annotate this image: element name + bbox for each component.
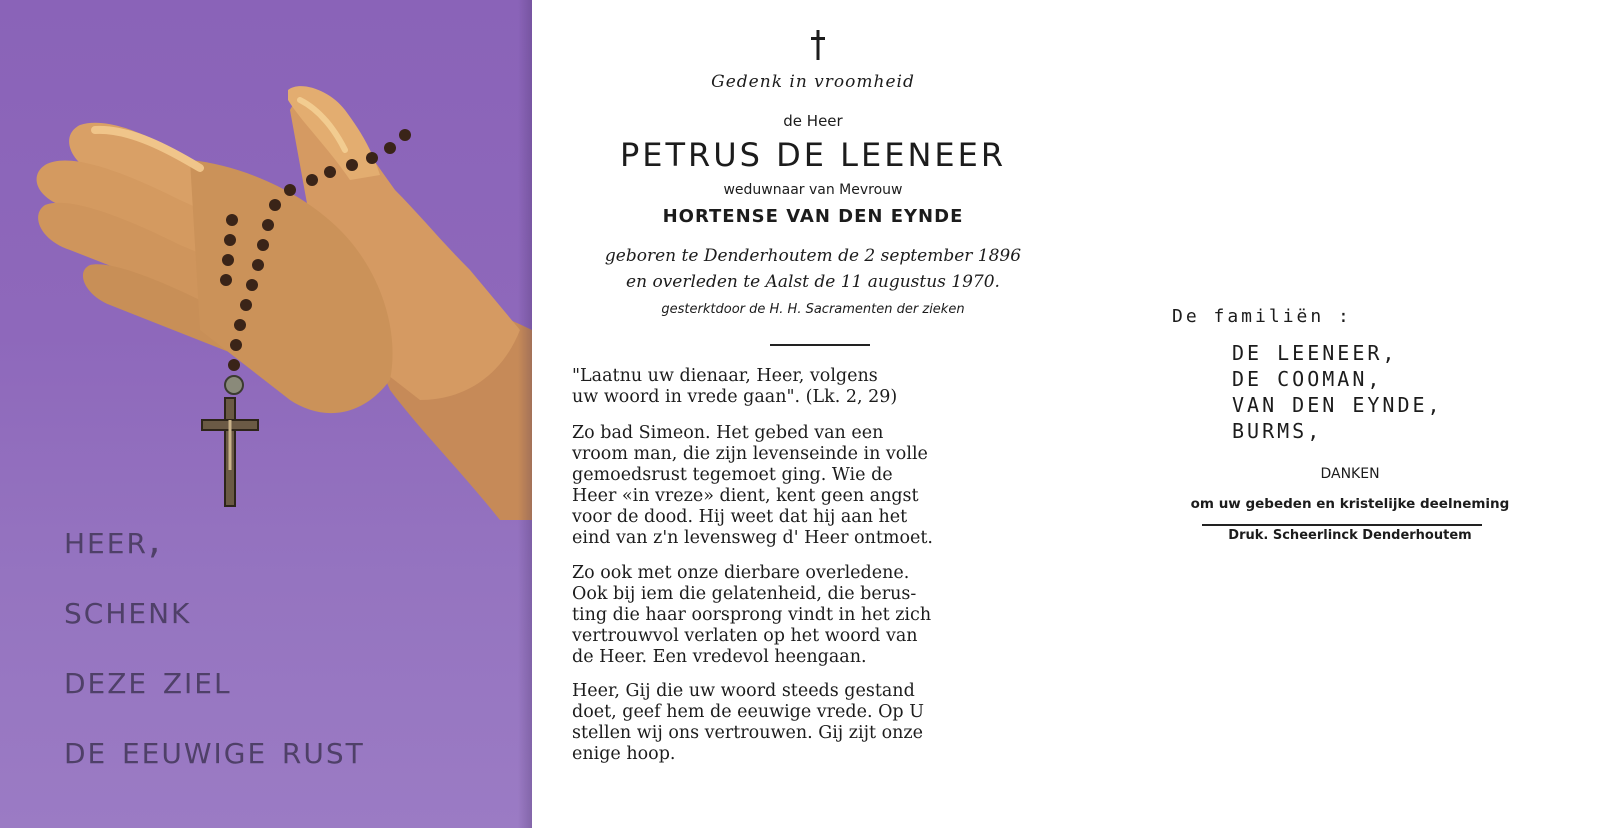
printer-credit: Druk. Scheerlinck Denderhoutem (1228, 528, 1472, 543)
para2-line-4: vertrouwvol verlaten op het woord van (572, 626, 918, 646)
quote-line-1: "Laatnu uw dienaar, Heer, volgens (572, 366, 878, 386)
death-line: en overleden te Aalst de 11 augustus 1970. (626, 272, 1000, 292)
left-panel (0, 0, 532, 828)
right-panel (1100, 0, 1600, 828)
families-label: De familiën : (1172, 306, 1352, 327)
in-memory-heading: Gedenk in vroomheid (711, 72, 915, 92)
birth-line: geboren te Denderhoutem de 2 september 1896 (604, 246, 1022, 266)
thanks-word: DANKEN (1320, 466, 1380, 482)
family-list (1232, 340, 1443, 444)
thanks-for: om uw gebeden en kristelijke deelneming (1190, 496, 1510, 512)
widower-of: weduwnaar van Mevrouw (723, 182, 903, 198)
divider (770, 344, 870, 346)
para2-line-2: Ook bij iem die gelatenheid, die berus- (572, 584, 917, 604)
deceased-name: PETRUS DE LEENEER (619, 136, 1007, 174)
verse-line-4: de eeuwige rust (64, 727, 365, 773)
para2-line-3: ting die haar oorsprong vindt in het zich (572, 605, 932, 625)
prayer-verse (64, 505, 524, 785)
family-name: DE LEENEER, (1232, 341, 1398, 365)
bible-quote (572, 366, 1012, 408)
sacraments-line: gesterktdoor de H. H. Sacramenten der zieken (661, 302, 965, 317)
family-name: BURMS, (1232, 419, 1323, 443)
paragraph-3 (572, 681, 1012, 765)
para3-line-4: enige hoop. (572, 744, 676, 764)
para2-line-5: de Heer. Een vredevol heengaan. (572, 647, 867, 667)
para3-line-2: doet, geef hem de eeuwige vrede. Op U (572, 702, 924, 722)
paragraph-1 (572, 423, 1012, 549)
title-prefix: de Heer (783, 112, 843, 130)
divider (1202, 524, 1482, 526)
para1-line-4: Heer «in vreze» dient, kent geen angst (572, 486, 919, 506)
quote-line-2: uw woord in vrede gaan". (Lk. 2, 29) (572, 387, 898, 407)
para1-line-5: voor de dood. Hij weet dat hij aan het (572, 507, 908, 527)
center-panel (548, 0, 1078, 828)
family-name: VAN DEN EYNDE, (1232, 393, 1443, 417)
para3-line-3: stellen wij ons vertrouwen. Gij zijt onze (572, 723, 923, 743)
para1-line-6: eind van z'n levensweg d' Heer ontmoet. (572, 528, 933, 548)
panel-fold (518, 0, 532, 828)
paragraph-2 (572, 563, 1012, 668)
para1-line-2: vroom man, die zijn levenseinde in volle (572, 444, 928, 464)
verse-line-2: schenk (64, 587, 192, 633)
family-name: DE COOMAN, (1232, 367, 1383, 391)
para1-line-3: gemoedsrust tegemoet ging. Wie de (572, 465, 893, 485)
praying-hands-rosary-icon (0, 0, 532, 520)
verse-line-1: heer, (64, 517, 163, 563)
verse-line-3: deze ziel (64, 657, 232, 703)
spouse-name: HORTENSE VAN DEN EYNDE (662, 206, 964, 227)
cross-icon (808, 28, 828, 62)
para2-line-1: Zo ook met onze dierbare overledene. (572, 563, 910, 583)
para1-line-1: Zo bad Simeon. Het gebed van een (572, 423, 884, 443)
para3-line-1: Heer, Gij die uw woord steeds gestand (572, 681, 915, 701)
